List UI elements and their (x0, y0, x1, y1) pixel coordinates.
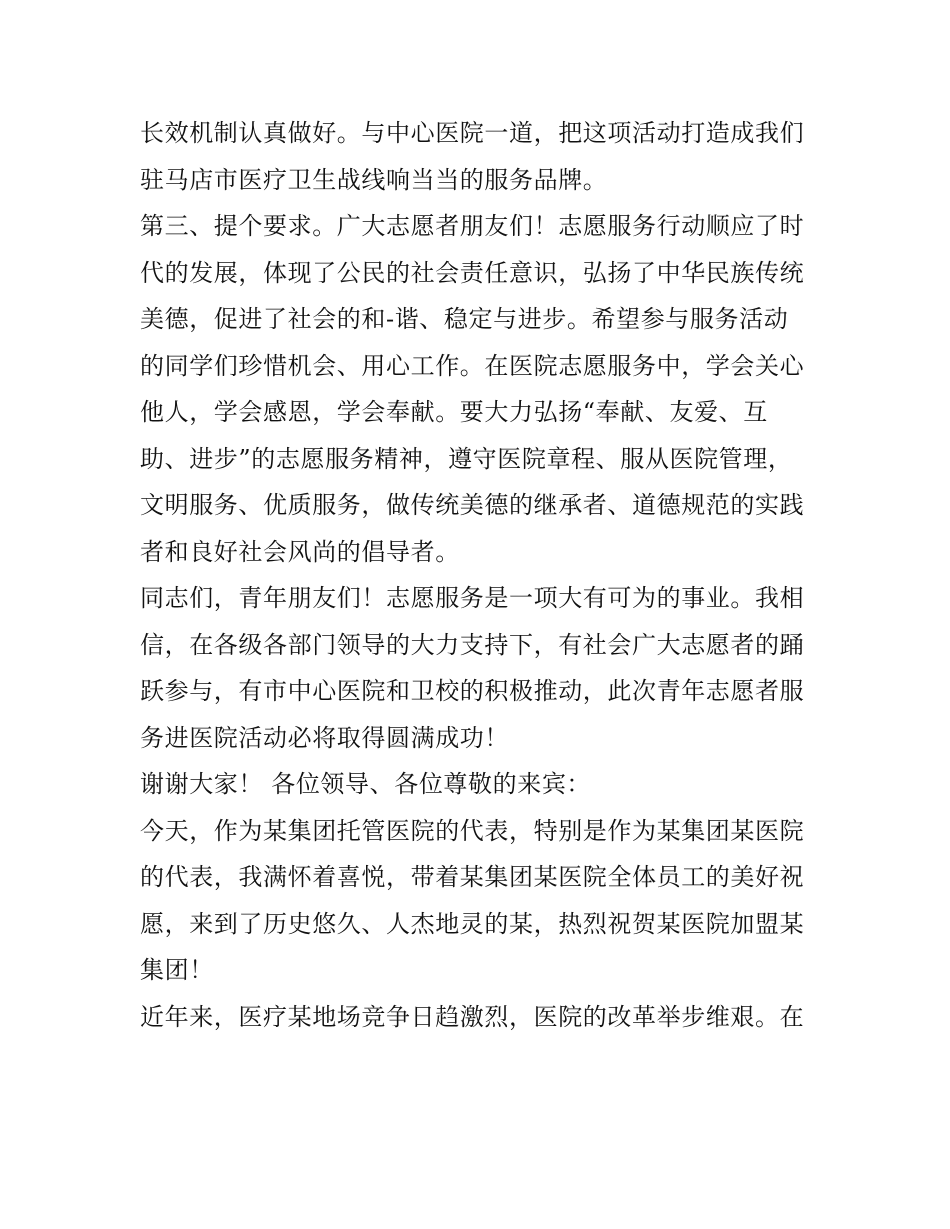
text-line: 同志们，青年朋友们！志愿服务是一项大有可为的事业。我相 (140, 584, 805, 612)
text-line: 者和良好社会风尚的倡导者。 (140, 537, 460, 566)
text-line: 的同学们珍惜机会、用心工作。在医院志愿服务中，学会关心 (140, 351, 805, 380)
text-line: 愿，来到了历史悠久、人杰地灵的某，热烈祝贺某医院加盟某 (140, 909, 805, 938)
text-line: 谢谢大家！ 各位领导、各位尊敬的来宾： (140, 770, 592, 798)
text-line: 助、进步”的志愿服务精神，遵守医院章程、服从医院管理， (140, 444, 793, 473)
text-line: 第三、提个要求。广大志愿者朋友们！志愿服务行动顺应了时 (140, 212, 805, 240)
text-line: 近年来，医疗某地场竞争日趋激烈，医院的改革举步维艰。在 (140, 1002, 805, 1031)
text-line: 他人，学会感恩，学会奉献。要大力弘扬“奉献、友爱、互 (140, 398, 768, 426)
text-line: 的代表，我满怀着喜悦，带着某集团某医院全体员工的美好祝 (140, 863, 805, 891)
text-line: 务进医院活动必将取得圆满成功！ (140, 723, 509, 752)
text-line: 代的发展，体现了公民的社会责任意识，弘扬了中华民族传统 (140, 258, 805, 287)
text-line: 文明服务、优质服务，做传统美德的继承者、道德规范的实践 (140, 491, 805, 519)
text-line: 跃参与，有市中心医院和卫校的积极推动，此次青年志愿者服 (140, 677, 805, 705)
text-line: 信，在各级各部门领导的大力支持下，有社会广大志愿者的踊 (140, 630, 805, 659)
text-line: 今天，作为某集团托管医院的代表，特别是作为某集团某医院 (140, 816, 805, 845)
body-text (140, 110, 820, 1040)
text-line: 长效机制认真做好。与中心医院一道，把这项活动打造成我们 (140, 119, 805, 147)
text-line: 美德，促进了社会的和-谐、稳定与进步。希望参与服务活动 (140, 305, 789, 333)
text-line: 驻马店市医疗卫生战线响当当的服务品牌。 (140, 165, 608, 194)
text-line: 集团！ (140, 956, 214, 984)
